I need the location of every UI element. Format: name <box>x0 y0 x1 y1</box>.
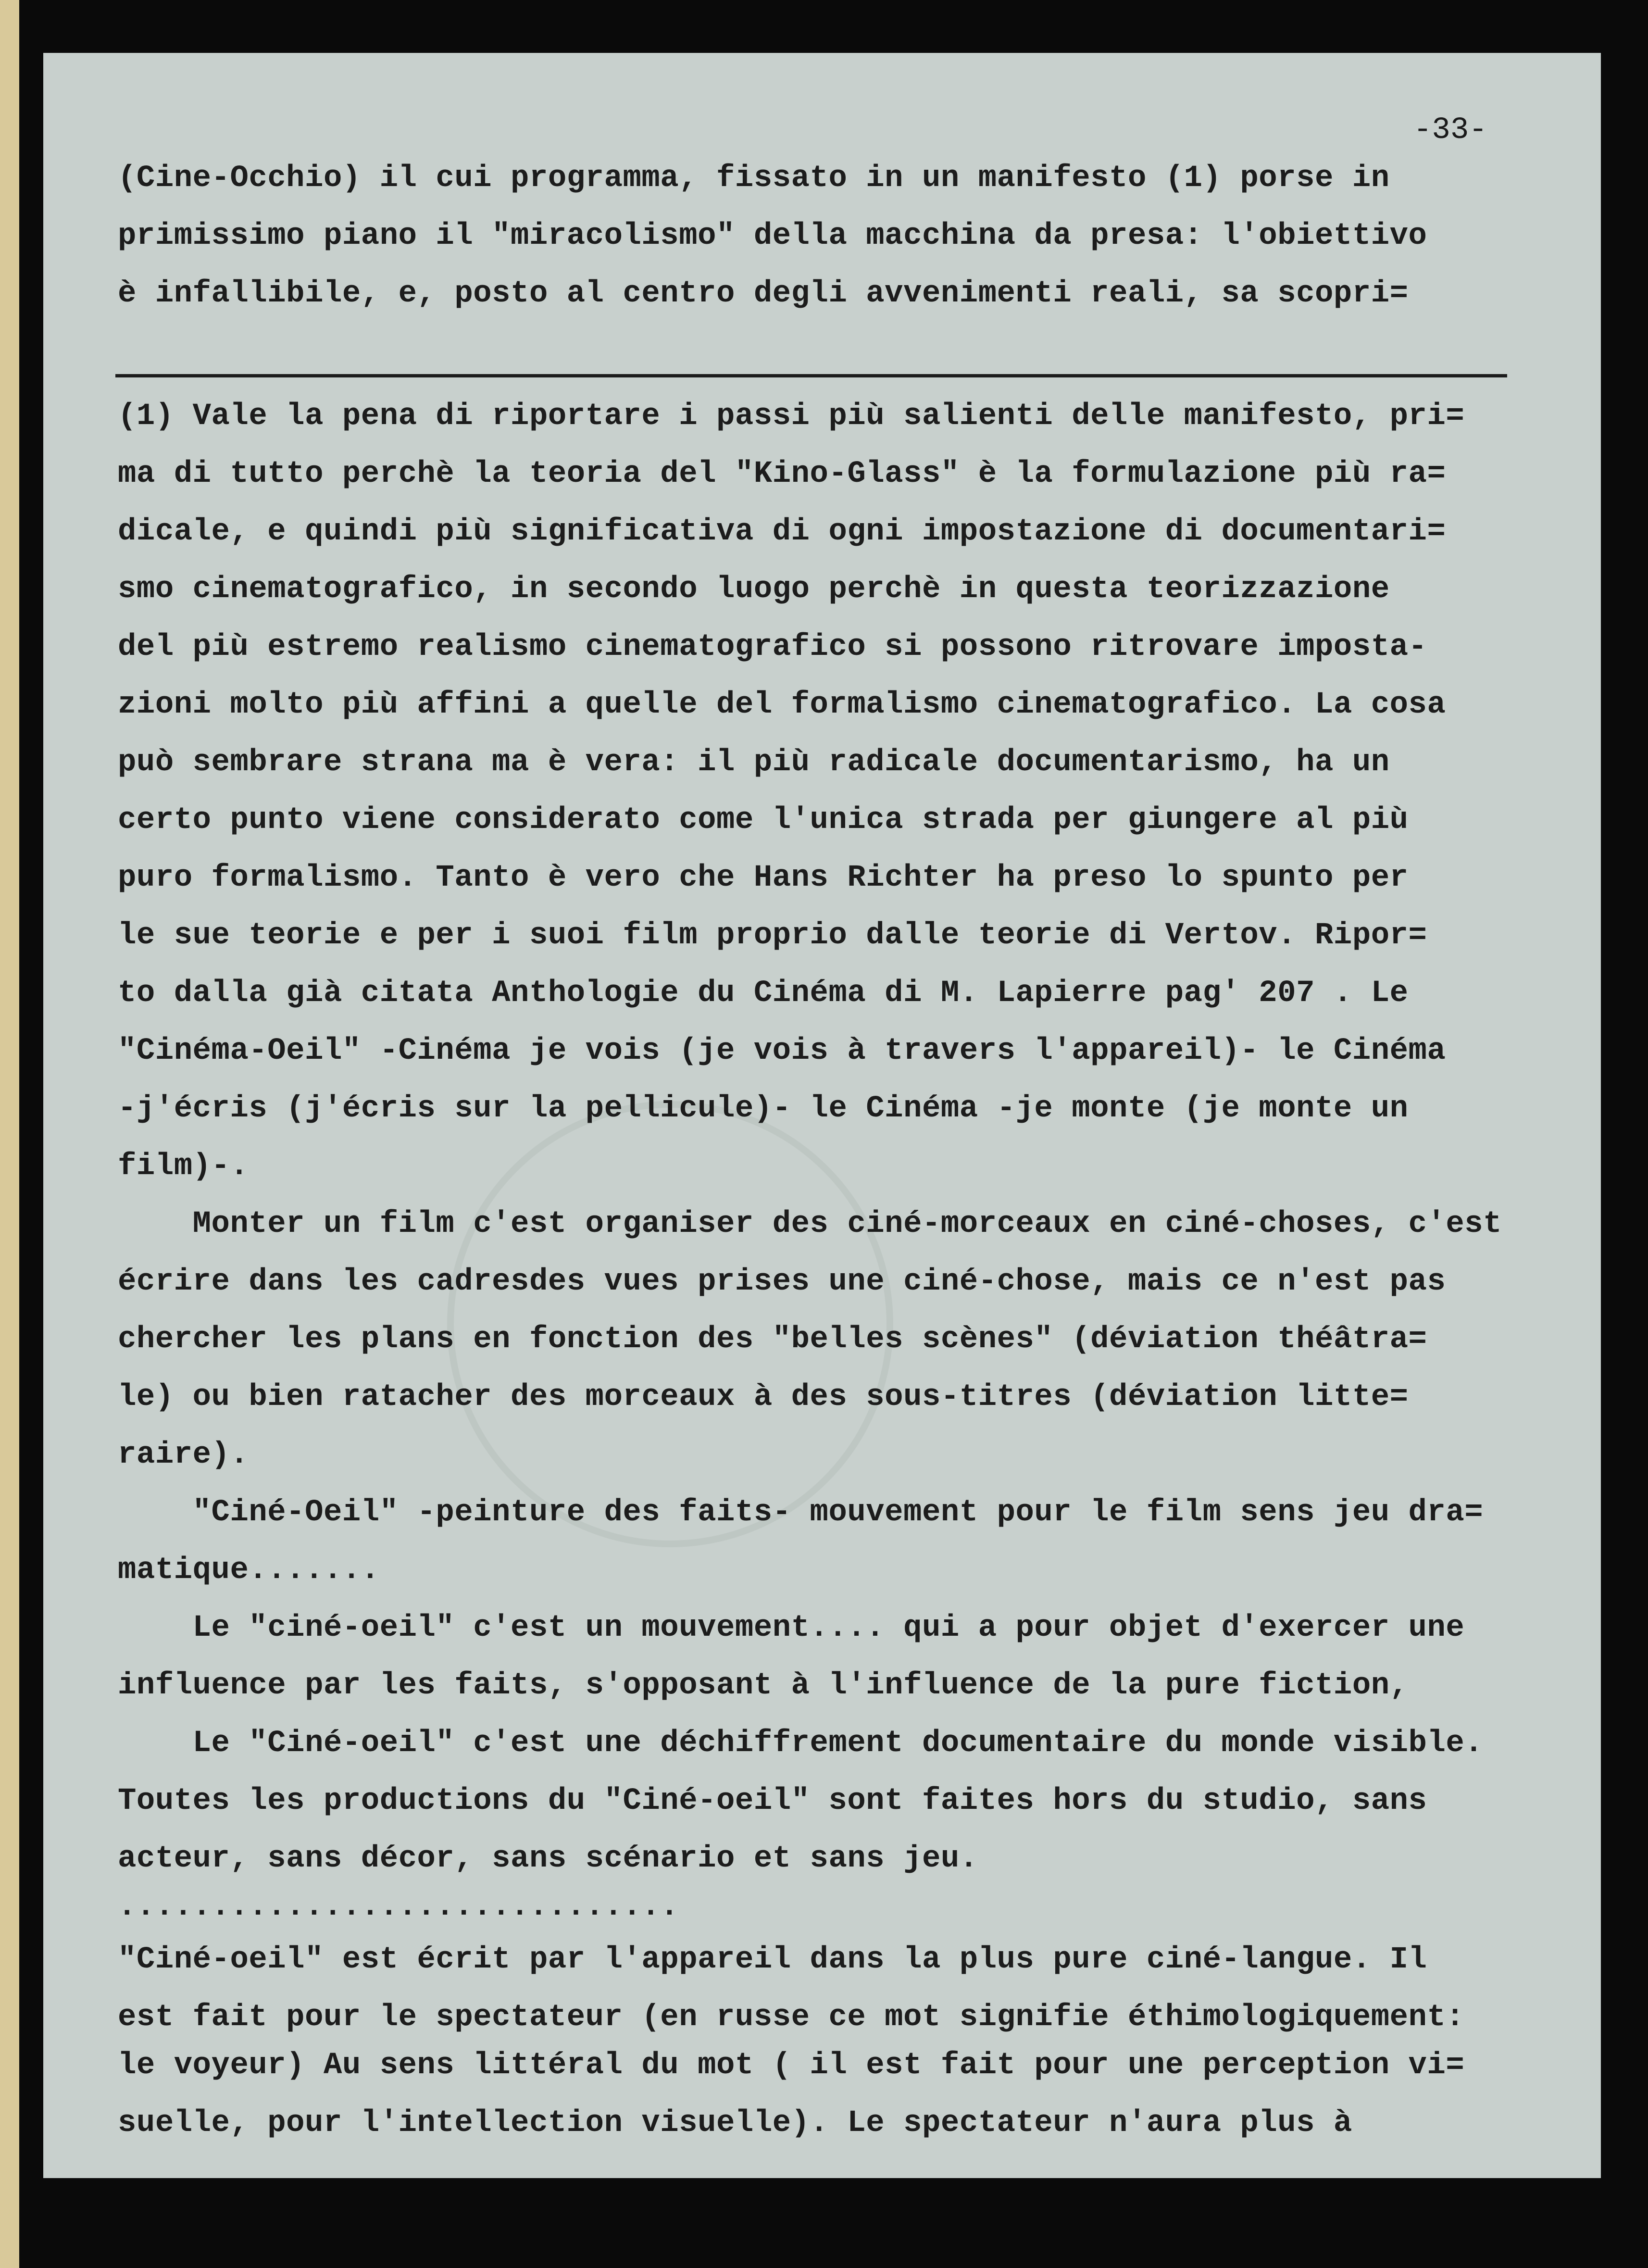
footnote-line: del più estremo realismo cinematografico si possono ritrovare imposta- <box>118 630 1427 664</box>
footnote-line: dicale, e quindi più significativa di ogni impostazione di documentari= <box>118 514 1446 549</box>
body-line: primissimo piano il "miracolismo" della macchina da presa: l'obiettivo <box>118 219 1427 253</box>
footnote-line: certo punto viene considerato come l'unica strada per giungere al più <box>118 803 1409 838</box>
footnote-line: influence par les faits, s'opposant à l'influence de la pure fiction, <box>118 1668 1409 1703</box>
footnote-line: to dalla già citata Anthologie du Cinéma di M. Lapierre pag' 207 . Le <box>118 976 1409 1011</box>
footnote-line: può sembrare strana ma è vera: il più radicale documentarismo, ha un <box>118 745 1390 780</box>
footnote-line: acteur, sans décor, sans scénario et sans jeu. <box>118 1842 978 1876</box>
footnote-line: film)-. <box>118 1149 249 1184</box>
body-line: (Cine-Occhio) il cui programma, fissato in un manifesto (1) porse in <box>118 161 1390 196</box>
footnote-line: chercher les plans en fonction des "belles scènes" (déviation théâtra= <box>118 1322 1427 1357</box>
footnote-line: suelle, pour l'intellection visuelle). Le spectateur n'aura plus à <box>118 2106 1352 2141</box>
footnote-line: raire). <box>118 1438 249 1472</box>
footnote-line: Le "Ciné-oeil" c'est une déchiffrement documentaire du monde visible. <box>118 1726 1484 1761</box>
footnote-line: (1) Vale la pena di riportare i passi più salienti delle manifesto, pri= <box>118 399 1465 434</box>
typewritten-page <box>43 53 1601 2178</box>
footnote-line: smo cinematografico, in secondo luogo perchè in questa teorizzazione <box>118 572 1390 607</box>
footnote-line: "Ciné-oeil" est écrit par l'appareil dans la plus pure ciné-langue. Il <box>118 1942 1427 1977</box>
binding-edge <box>0 0 19 2268</box>
footnote-line: puro formalismo. Tanto è vero che Hans Richter ha preso lo spunto per <box>118 861 1409 895</box>
footnote-separator <box>115 374 1507 377</box>
body-line: è infallibile, e, posto al centro degli avvenimenti reali, sa scopri= <box>118 276 1409 311</box>
footnote-line: est fait pour le spectateur (en russe ce mot signifie éthimologiquement: <box>118 2000 1465 2035</box>
footnote-line: -j'écris (j'écris sur la pellicule)- le Cinéma -je monte (je monte un <box>118 1091 1409 1126</box>
footnote-line: .............................. <box>118 1890 679 1924</box>
footnote-line: Monter un film c'est organiser des ciné-morceaux en ciné-choses, c'est <box>118 1207 1502 1241</box>
footnote-line: le sue teorie e per i suoi film proprio dalle teorie di Vertov. Ripor= <box>118 918 1427 953</box>
footnote-line: "Ciné-Oeil" -peinture des faits- mouvement pour le film sens jeu dra= <box>118 1495 1484 1530</box>
footnote-line: zioni molto più affini a quelle del formalismo cinematografico. La cosa <box>118 688 1446 722</box>
footnote-line: matique....... <box>118 1553 380 1588</box>
footnote-line: le) ou bien ratacher des morceaux à des sous-titres (déviation litte= <box>118 1380 1409 1415</box>
footnote-line: Toutes les productions du "Ciné-oeil" sont faites hors du studio, sans <box>118 1784 1427 1818</box>
footnote-line: écrire dans les cadresdes vues prises une ciné-chose, mais ce n'est pas <box>118 1265 1446 1299</box>
footnote-line: "Cinéma-Oeil" -Cinéma je vois (je vois à travers l'appareil)- le Cinéma <box>118 1034 1446 1068</box>
page-number: -33- <box>1413 113 1487 148</box>
footnote-line: Le "ciné-oeil" c'est un mouvement.... qui a pour objet d'exercer une <box>118 1611 1465 1645</box>
footnote-line: ma di tutto perchè la teoria del "Kino-Glass" è la formulazione più ra= <box>118 457 1446 491</box>
footnote-line: le voyeur) Au sens littéral du mot ( il est fait pour une perception vi= <box>118 2048 1465 2083</box>
